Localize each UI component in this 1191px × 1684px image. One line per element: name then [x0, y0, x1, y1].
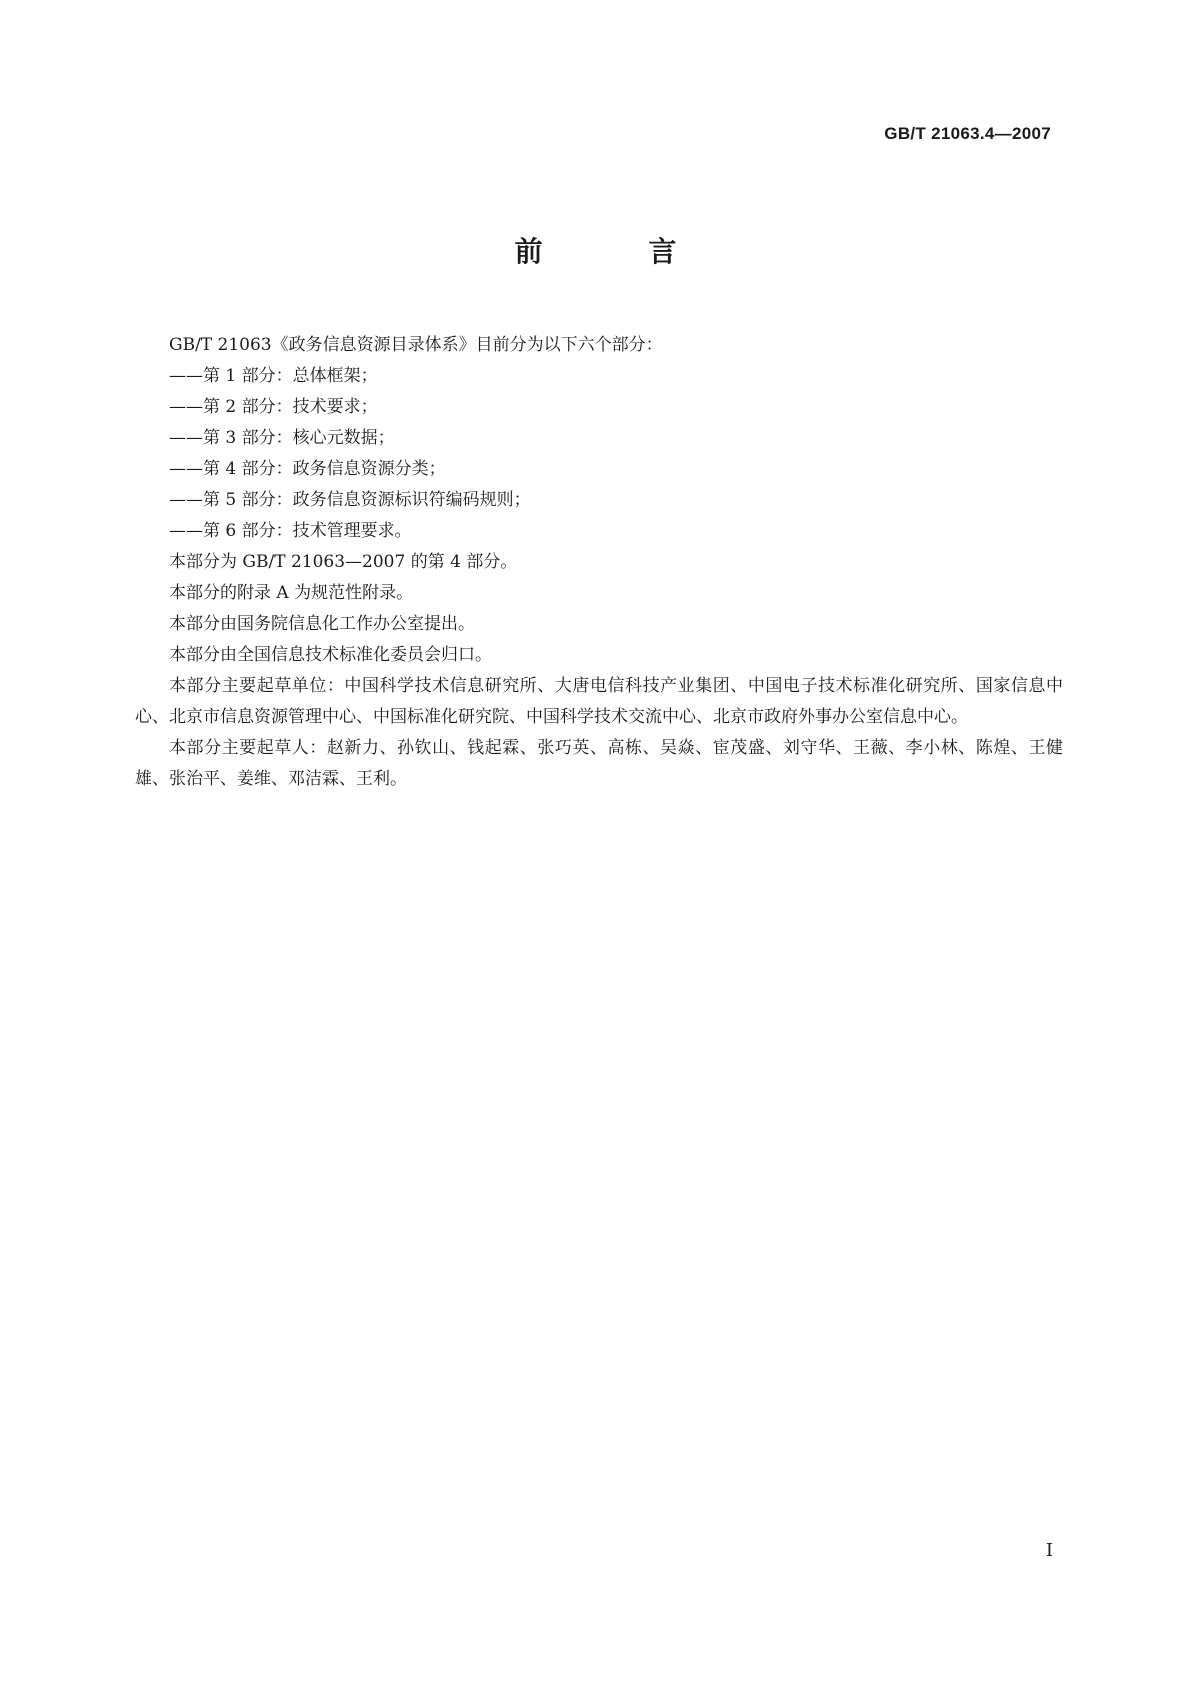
standard-code: GB/T 21063.4—2007 — [884, 124, 1051, 143]
list-item-part-4: ——第 4 部分：政务信息资源分类； — [169, 459, 446, 479]
page-number: I — [1045, 1540, 1053, 1561]
administration-statement: 本部分由全国信息技术标准化委员会归口。 — [169, 645, 492, 665]
page-title: 前 言 — [514, 235, 725, 268]
list-item-part-5: ——第 5 部分：政务信息资源标识符编码规则； — [169, 490, 531, 510]
intro-paragraph: GB/T 21063《政务信息资源目录体系》目前分为以下六个部分： — [169, 335, 663, 355]
list-item-part-3: ——第 3 部分：核心元数据； — [169, 428, 395, 448]
list-item-part-1: ——第 1 部分：总体框架； — [169, 366, 378, 386]
proposer-statement: 本部分由国务院信息化工作办公室提出。 — [169, 614, 475, 634]
appendix-statement: 本部分的附录 A 为规范性附录。 — [169, 583, 414, 603]
part-statement: 本部分为 GB/T 21063—2007 的第 4 部分。 — [169, 552, 518, 572]
drafters-paragraph: 本部分主要起草人：赵新力、孙钦山、钱起霖、张巧英、高栋、吴焱、宦茂盛、刘守华、王薇、李小林、陈煌、王健雄、张治平、姜维、邓洁霖、王利。 — [135, 738, 1063, 789]
list-item-part-6: ——第 6 部分：技术管理要求。 — [169, 521, 412, 541]
document-body — [135, 330, 1063, 795]
drafting-units-paragraph: 本部分主要起草单位：中国科学技术信息研究所、大唐电信科技产业集团、中国电子技术标准化研究所、国家信息中心、北京市信息资源管理中心、中国标准化研究院、中国科学技术交流中心、北京市政府外事办公室信息中心。 — [135, 676, 1063, 727]
list-item-part-2: ——第 2 部分：技术要求； — [169, 397, 378, 417]
